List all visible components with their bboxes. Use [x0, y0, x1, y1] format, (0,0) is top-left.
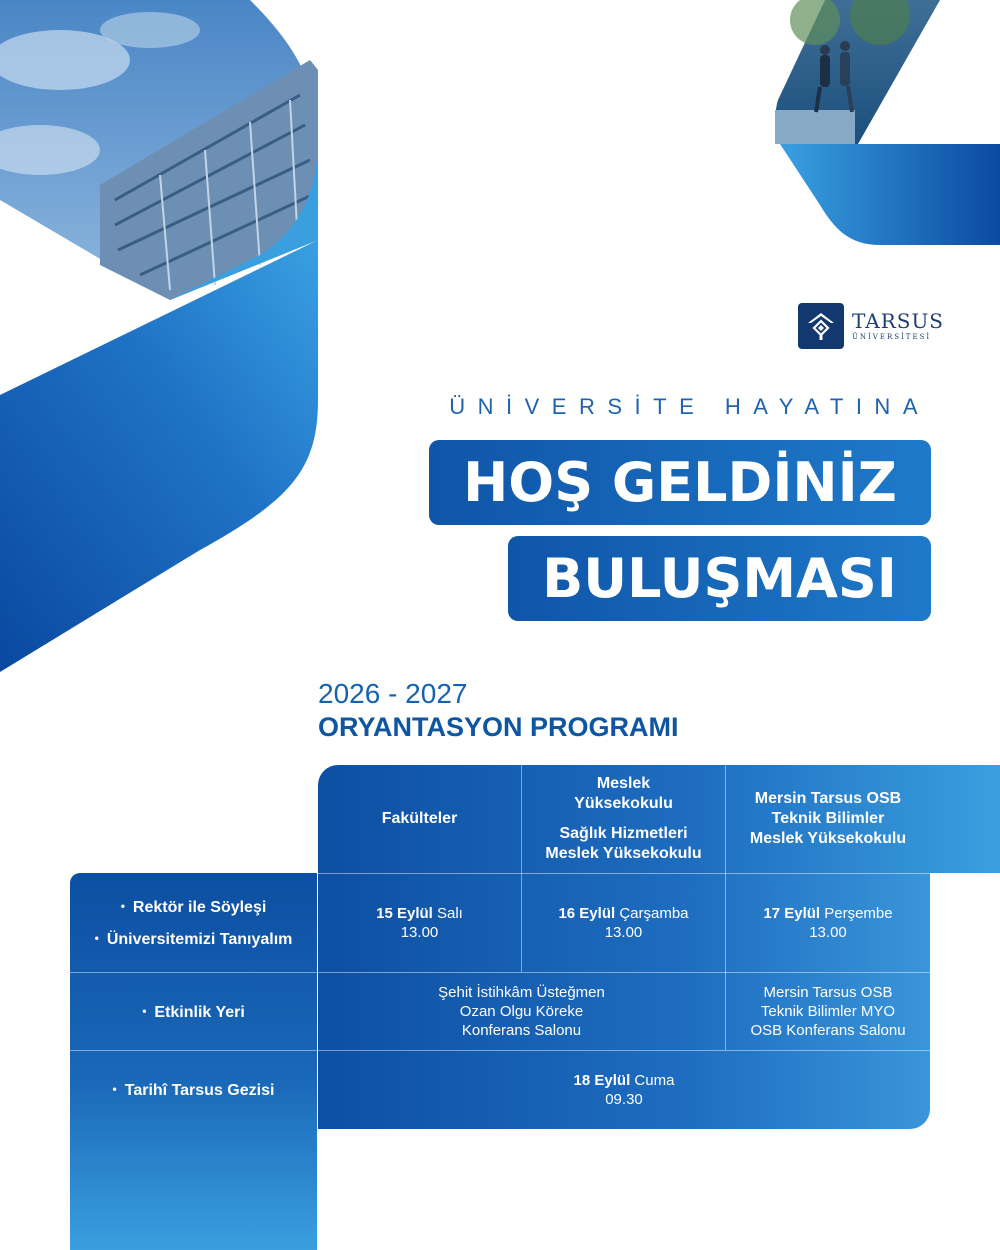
- schedule-cell-osb: 17 Eylül Perşembe 13.00: [763, 904, 893, 941]
- students-walking-photo: [775, 0, 940, 144]
- column-header-faculties: Fakülteler: [381, 810, 458, 827]
- column-header-vocational-schools: Meslek Yüksekokulu Sağlık Hizmetleri Meslek Yüksekokulu: [545, 775, 702, 862]
- venue-cell-main: Şehit İstihkâm Üsteğmen Ozan Olgu Köreke Konferans Salonu: [438, 984, 605, 1039]
- university-logo: [798, 303, 944, 349]
- logo-emblem-icon: [798, 303, 844, 349]
- row-label-tarsus-tour: • Tarihî Tarsus Gezisi: [112, 1082, 275, 1099]
- logo-subtitle: ÜNİVERSİTESİ: [852, 333, 932, 341]
- headline-title-line1: HOŞ GELDİNİZ: [429, 440, 931, 525]
- tour-date-cell: 18 Eylül Cuma 09.30: [573, 1072, 675, 1108]
- column-header-osb-myo: Mersin Tarsus OSB Teknik Bilimler Meslek Yüksekokulu: [749, 790, 907, 847]
- top-right-blue-band: [780, 144, 1000, 245]
- program-years: 2026 - 2027: [318, 678, 468, 709]
- venue-cell-osb: Mersin Tarsus OSB Teknik Bilimler MYO OSB Konferans Salonu: [750, 984, 906, 1039]
- schedule-cell-faculties: 15 Eylül Salı 13.00: [376, 904, 463, 941]
- logo-name: TARSUS: [852, 309, 945, 333]
- headline-title-line2: BULUŞMASI: [508, 536, 931, 621]
- row-label-venue: • Etkinlik Yeri: [142, 1003, 245, 1021]
- headline-subtitle: ÜNİVERSİTE HAYATINA: [449, 394, 930, 419]
- row-label-rector-talk: • Rektör ile Söyleşi • Üniversitemizi Tanıyalım: [94, 898, 293, 948]
- left-blue-band: [0, 240, 318, 672]
- schedule-cell-vocational: 16 Eylül Çarşamba 13.00: [558, 904, 689, 941]
- program-title: ORYANTASYON PROGRAMI: [318, 712, 679, 742]
